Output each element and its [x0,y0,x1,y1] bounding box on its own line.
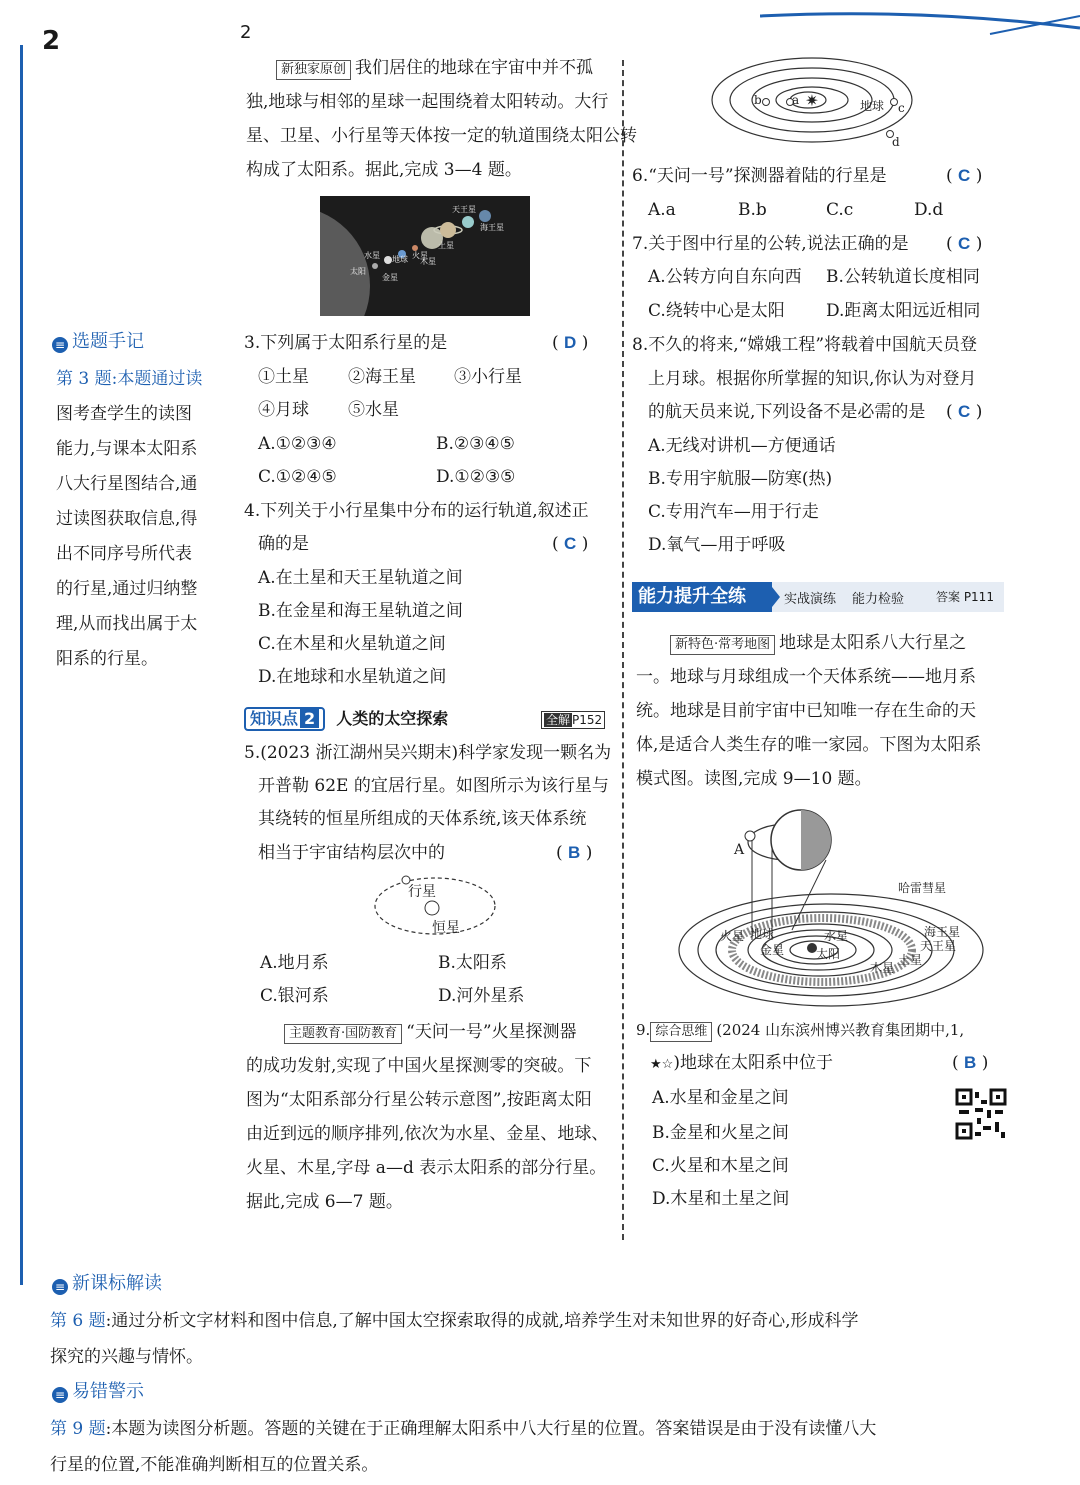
q5-answer-bracket: ( B ) [556,843,593,863]
orbit-label-earth: 地球 [860,99,885,113]
intro1-line: 星、卫星、小行星等天体按一定的轨道围绕太阳公转 [246,126,637,146]
q6-option[interactable]: B.b [738,200,767,220]
solar-system-model [676,800,1006,1010]
q3-option[interactable]: A.①②③④ [258,434,337,454]
q3-option[interactable]: D.①②③⑤ [436,467,516,487]
q7-option[interactable]: C.绕转中心是太阳 [648,301,785,321]
fig-label-earth: 地球 [750,927,775,941]
solar-system-photo [320,196,530,316]
column-divider [622,60,624,1240]
fig-label-uranus: 天王星 [920,939,957,953]
error-warning-text: 第 9 题:本题为读图分析题。答题的关键在于正确理解太阳系中八大行星的位置。答案错误是由于没有读懂八大 [50,1419,877,1439]
new-standard-heading-text: 新课标解读 [72,1273,162,1294]
fig-label-neptune: 海王星 [924,925,961,939]
section-sub1: 实战演练 [784,592,837,607]
planets-illustration [320,196,530,316]
intro6-first-line [284,1019,577,1045]
q8-option[interactable]: C.专用汽车—用于行走 [648,502,819,522]
qr-code-icon[interactable] [955,1088,1007,1140]
fig-label-jupiter: 木星 [870,961,895,975]
sidebar-heading [52,330,144,354]
error-warning-line [50,1416,876,1442]
new-standard-line [50,1308,859,1334]
fig-label-mars: 火星 [720,929,745,943]
intro6-line: 火星、木星,字母 a—d 表示太阳系的部分行星。 [246,1158,607,1178]
intro1-line: 独,地球与相邻的星球一起围绕着太阳转动。大行 [246,92,609,112]
source-tag: 新独家原创 [276,60,351,80]
note-icon: ≡ [52,1279,68,1295]
q8-option[interactable]: A.无线对讲机—方便通话 [648,436,836,456]
q6-option[interactable]: A.a [648,200,676,220]
q5-line: 其绕转的恒星所组成的天体系统,该天体系统 [258,809,587,829]
q3-item: ④月球 [258,400,309,420]
photo-label-uranus: 天王星 [452,205,476,214]
q7-option[interactable]: D.距离太阳远近相同 [826,301,981,321]
q5-option[interactable]: A.地月系 [260,953,329,973]
q5-option[interactable]: B.太阳系 [438,953,507,973]
q5-answer: B [568,843,581,862]
sidebar-line: 阳系的行星。 [56,649,158,669]
fig-label-venus: 金星 [760,943,785,957]
photo-label-sun: 太阳 [350,267,366,276]
q6-answer: C [958,166,971,185]
page-number-small: 2 [240,22,252,43]
q4-option[interactable]: D.在地球和水星轨道之间 [258,667,447,687]
q7-answer: C [958,234,971,253]
page-number: 2 [42,26,61,56]
fig-label-saturn: 土星 [898,953,923,967]
q9-ref: 第 9 题 [50,1419,106,1439]
q4-answer: C [564,534,577,553]
skill-tag: 综合思维 [650,1022,712,1042]
photo-label-mercury: 水星 [364,251,380,260]
q3-option[interactable]: C.①②④⑤ [258,467,337,487]
q6-option[interactable]: D.d [914,200,944,220]
fig-label-sun: 太阳 [816,947,841,961]
knowledge-point-badge [244,707,325,731]
q8-line: 上月球。根据你所掌握的知识,你认为对登月 [648,369,977,389]
kp-reference [541,709,605,729]
orbit-label-d: d [892,135,900,149]
orbit-diagram [708,52,918,152]
q3-answer-bracket: ( D ) [552,333,589,353]
q7-option[interactable]: A.公转方向自东向西 [648,267,802,287]
note-icon: ≡ [52,1387,68,1403]
q9-option[interactable]: A.水星和金星之间 [652,1088,789,1108]
q7-option[interactable]: B.公转轨道长度相同 [826,267,980,287]
q4-stem: 4.下列关于小行星集中分布的运行轨道,叙述正 [244,501,589,521]
photo-label-saturn: 土星 [438,241,454,250]
q9-stem-line [650,1050,833,1078]
section-title: 能力提升全练 [632,582,772,612]
q7-answer-bracket: ( C ) [946,234,983,254]
q5-line: 5.(2023 浙江湖州吴兴期末)科学家发现一颗名为 [244,743,612,763]
sidebar-line: 的行星,通过归纳整 [56,579,198,599]
intro9-line: 统。地球是目前宇宙中已知唯一存在生命的天 [636,701,976,721]
knowledge-point-header [244,706,448,731]
q3-item: ②海王星 [348,367,416,387]
intro6-line: 的成功发射,实现了中国火星探测零的突破。下 [246,1056,592,1076]
new-standard-line: 探究的兴趣与情怀。 [50,1347,203,1367]
q4-option[interactable]: C.在木星和火星轨道之间 [258,634,446,654]
kp-ref-label: 全解 [546,713,571,727]
section-sub2: 能力检验 [852,592,905,607]
q8-answer: C [958,402,971,421]
photo-label-venus: 金星 [382,273,398,282]
top-decoration [760,0,1080,40]
q9-answer-bracket: ( B ) [952,1053,989,1073]
q3-item: ①土星 [258,367,309,387]
kp-ref-page: P152 [572,713,603,727]
q8-option[interactable]: B.专用宇航服—防寒(热) [648,469,833,489]
new-standard-text: :通过分析文字材料和图中信息,了解中国太空探索取得的成就,培养学生对未知世界的好奇心,形成科学 [105,1311,859,1331]
orbit-label-c: c [898,101,905,115]
intro6-line: 由近到远的顺序排列,依次为水星、金星、地球、 [246,1124,609,1144]
q9-source: (2024 山东滨州博兴教育集团期中,1, [716,1021,965,1039]
intro6-line: 据此,完成 6—7 题。 [246,1192,403,1212]
feature-tag: 新特色·常考地图 [670,635,775,655]
sidebar-line: 能力,与课本太阳系 [56,439,198,459]
q9-option[interactable]: C.火星和木星之间 [652,1156,789,1176]
note-icon: ≡ [52,337,68,353]
q6-ref: 第 6 题 [50,1311,106,1331]
q8-answer-bracket: ( C ) [946,402,983,422]
kp-number: 2 [300,709,319,728]
intro1-first-line [276,55,593,81]
section-answer-ref: 答案 P111 [936,590,994,604]
intro6-text: “天问一号”火星探测器 [406,1022,577,1042]
q5-option[interactable]: C.银河系 [260,986,329,1006]
q7-stem: 7.关于图中行星的公转,说法正确的是 [632,234,909,254]
intro9-line: 一。地球与月球组成一个天体系统——地月系 [636,667,976,687]
sidebar-note [56,362,226,677]
fig-star-label: 恒星 [432,920,460,936]
theme-tag: 主题教育·国防教育 [284,1024,402,1044]
kp-label: 知识点 [250,709,299,728]
q6-stem: 6.“天问一号”探测器着陆的行星是 [632,166,887,186]
orbit-label-b: b [754,93,762,107]
q3-option[interactable]: B.②③④⑤ [436,434,515,454]
intro9-text: 地球是太阳系八大行星之 [779,633,967,653]
fig-label-halley: 哈雷彗星 [898,881,947,895]
q8-line: 8.不久的将来,“嫦娥工程”将载着中国航天员登 [632,335,978,355]
q4-option[interactable]: A.在土星和天王星轨道之间 [258,568,463,588]
error-warning-line: 行星的位置,不能准确判断相互的位置关系。 [50,1455,379,1475]
sidebar-line: 出不同序号所代表 [56,544,192,564]
photo-label-mars: 火星 [412,251,428,260]
left-margin-bar [20,45,23,1285]
q8-option[interactable]: D.氧气—用于呼吸 [648,535,786,555]
difficulty-stars-icon: ★☆ [650,1057,674,1072]
photo-label-earth: 地球 [392,255,408,264]
sidebar-line: 图考查学生的读图 [56,404,192,424]
q3-stem: 3.下列属于太阳系行星的是 [244,333,448,353]
photo-label-neptune: 海王星 [480,223,504,232]
intro9-first-line [670,630,966,656]
q4-stem: 确的是 [258,534,309,554]
intro1-line: 构成了太阳系。据此,完成 3—4 题。 [246,160,522,180]
new-standard-heading [52,1272,162,1296]
intro6-line: 图为“太阳系部分行星公转示意图”,按距离太阳 [246,1090,592,1110]
q3-answer: D [564,333,577,352]
sidebar-line: 第 3 题:本题通过读 [56,369,203,389]
q4-option[interactable]: B.在金星和海王星轨道之间 [258,601,463,621]
intro9-line: 体,是适合人类生存的唯一家园。下图为太阳系 [636,735,982,755]
error-warning-heading [52,1380,144,1404]
q9-source-line: 9. 综合思维 (2024 山东滨州博兴教育集团期中,1, [636,1017,964,1043]
sidebar-heading-text: 选题手记 [72,331,144,352]
fig-planet-label: 行星 [408,884,436,900]
q5-option[interactable]: D.河外星系 [438,986,525,1006]
sidebar-line: 理,从而找出属于太 [56,614,198,634]
q5-line: 相当于宇宙结构层次中的 [258,843,445,863]
q3-item: ⑤水星 [348,400,399,420]
q5-line: 开普勒 62E 的宜居行星。如图所示为该行星与 [258,776,609,796]
star-planet-diagram [370,872,500,940]
q9-option[interactable]: D.木星和土星之间 [652,1189,790,1209]
q9-stem: )地球在太阳系中位于 [673,1053,833,1073]
kp-title: 人类的太空探索 [336,709,449,728]
q9-option[interactable]: B.金星和火星之间 [652,1123,789,1143]
banner-arrow-icon [768,582,780,612]
q4-answer-bracket: ( C ) [552,534,589,554]
section-banner [632,582,1004,612]
intro1-text: 我们居住的地球在宇宙中并不孤 [355,58,594,78]
q9-answer: B [964,1053,977,1072]
error-warning-heading-text: 易错警示 [72,1381,144,1402]
q8-line: 的航天员来说,下列设备不是必需的是 [648,402,926,422]
photo-label-jupiter: 木星 [420,257,436,266]
q6-answer-bracket: ( C ) [946,166,983,186]
q6-option[interactable]: C.c [826,200,854,220]
orbit-sun: ✷ [805,91,819,110]
intro9-line: 模式图。读图,完成 9—10 题。 [636,769,872,789]
sidebar-line: 过读图获取信息,得 [56,509,198,529]
sidebar-line: 八大行星图结合,通 [56,474,198,494]
q3-item: ③小行星 [454,367,522,387]
fig-label-a: A [734,842,745,858]
fig-label-mercury: 水星 [824,929,849,943]
orbit-label-a: a [792,93,800,107]
